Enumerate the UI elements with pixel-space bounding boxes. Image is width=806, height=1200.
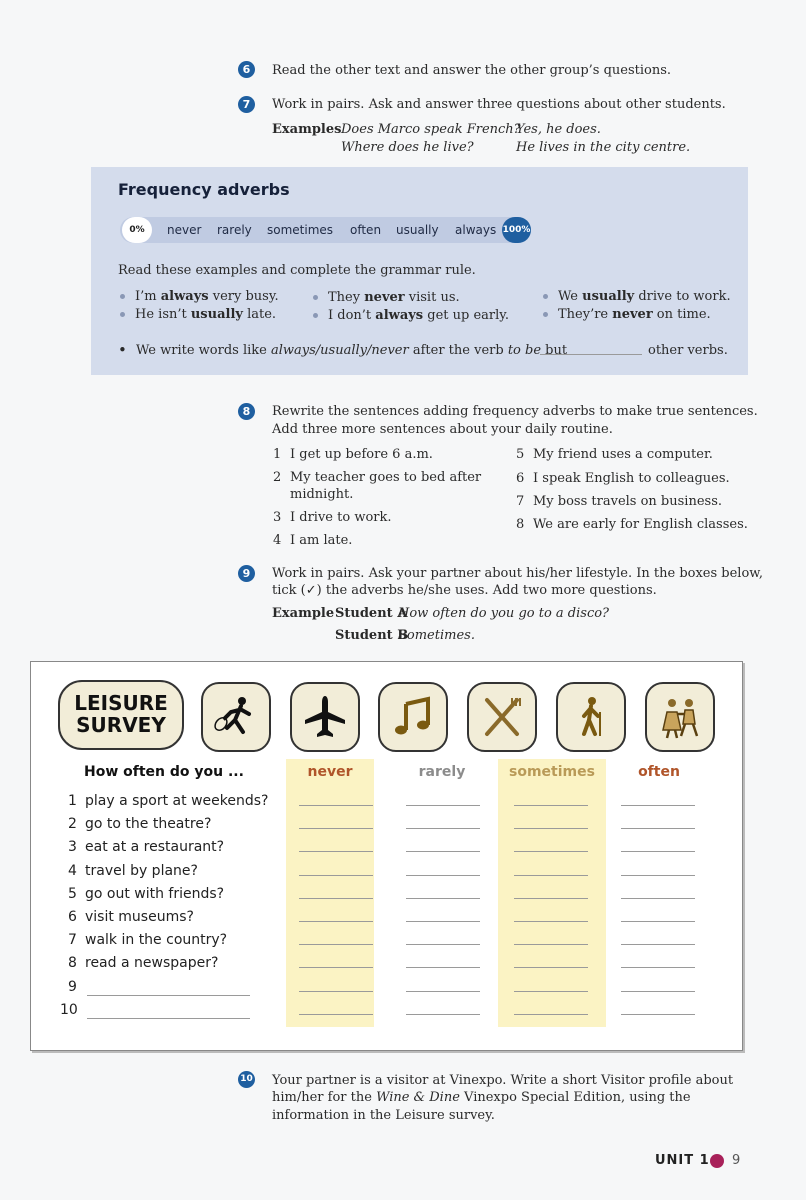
question-number: 10 (60, 1001, 78, 1018)
question-number: 5 (68, 885, 77, 902)
exercise-9-number: 9 (238, 565, 255, 582)
scale-word-always: always (455, 223, 497, 237)
sentence-text: I speak English to colleagues. (533, 471, 730, 486)
answer-blank-rarely[interactable] (406, 921, 480, 922)
unit-label: UNIT 1 (655, 1153, 710, 1168)
answer-blank-often[interactable] (621, 944, 695, 945)
music-note-icon (378, 682, 448, 752)
answer-blank-often[interactable] (621, 921, 695, 922)
example-label: Example (272, 606, 335, 621)
examples-label: Examples (272, 122, 342, 137)
grammar-rule: We write words like always/usually/never after the verb to be but (136, 343, 568, 358)
question-text: go to the theatre? (85, 816, 212, 833)
exercise-10-line3: information in the Leisure survey. (272, 1108, 495, 1123)
answer-blank-often[interactable] (621, 875, 695, 876)
answer-blank-sometimes[interactable] (514, 898, 588, 899)
answer-blank-rarely[interactable] (406, 898, 480, 899)
exercise-7-number: 7 (238, 96, 255, 113)
example-answer-2: He lives in the city centre. (516, 140, 691, 155)
knife-fork-icon (467, 682, 537, 752)
answer-blank-rarely[interactable] (406, 967, 480, 968)
exercise-6-text: Read the other text and answer the other group’s questions. (272, 63, 672, 78)
page-dot (710, 1154, 724, 1168)
column-header-often: often (638, 764, 680, 780)
answer-blank-often[interactable] (621, 851, 695, 852)
leisure-survey-panel (30, 661, 743, 1051)
question-number: 1 (68, 793, 77, 809)
question-blank[interactable] (87, 1018, 250, 1019)
hiker-icon (556, 682, 626, 752)
answer-blank-sometimes[interactable] (514, 967, 588, 968)
answer-blank-often[interactable] (621, 898, 695, 899)
sentence-text: My friend uses a computer. (533, 447, 713, 462)
answer-blank-sometimes[interactable] (514, 875, 588, 876)
answer-blank-often[interactable] (621, 991, 695, 992)
question-number: 3 (68, 839, 77, 856)
answer-blank-never[interactable] (299, 805, 373, 806)
sentence-text: We are early for English classes. (533, 517, 748, 532)
column-header-never: never (307, 764, 353, 780)
exercise-8-number: 8 (238, 403, 255, 420)
tennis-player-icon (201, 682, 271, 752)
answer-blank-never[interactable] (299, 921, 373, 922)
exercise-10-number: 10 (238, 1071, 255, 1088)
grammar-instruction: Read these examples and complete the grammar rule. (118, 263, 476, 278)
answer-blank-sometimes[interactable] (514, 828, 588, 829)
sentence-text: I get up before 6 a.m. (290, 447, 433, 462)
scale-start: 0% (122, 217, 152, 243)
answer-blank-sometimes[interactable] (514, 991, 588, 992)
sentence-text: My teacher goes to bed after (290, 470, 482, 485)
exercise-10-line2: him/her for the Wine & Dine Vinexpo Special Edition, using the (272, 1090, 691, 1105)
sentence-text: I drive to work. (290, 510, 392, 525)
sentence-text: My boss travels on business. (533, 494, 722, 509)
survey-title-line1: LEISURE (74, 691, 168, 715)
sentence-number: 3 (273, 510, 282, 525)
answer-blank-sometimes[interactable] (514, 805, 588, 806)
column-header-rarely: rarely (418, 764, 466, 780)
exercise-9-line1: Work in pairs. Ask your partner about his/her lifestyle. In the boxes below, (272, 566, 764, 581)
grammar-example: They’re never on time. (558, 307, 711, 322)
scale-word-never: never (167, 223, 202, 237)
sentence-number: 8 (516, 517, 525, 532)
student-b-text: Sometimes. (398, 628, 475, 643)
sentence-number: 5 (516, 447, 525, 462)
answer-blank-rarely[interactable] (406, 944, 480, 945)
answer-blank-never[interactable] (299, 967, 373, 968)
answer-blank-never[interactable] (299, 944, 373, 945)
sentence-number: 2 (273, 470, 282, 485)
answer-blank-often[interactable] (621, 828, 695, 829)
grammar-example: They never visit us. (328, 290, 460, 305)
sentence-text-cont: midnight. (290, 487, 354, 502)
scale-word-rarely: rarely (217, 223, 252, 237)
exercise-10-line1: Your partner is a visitor at Vinexpo. Write a short Visitor profile about (272, 1073, 734, 1088)
answer-blank-rarely[interactable] (406, 1014, 480, 1015)
question-number: 4 (68, 862, 77, 879)
grammar-example: He isn’t usually late. (135, 307, 277, 322)
grammar-rule-blank[interactable] (540, 354, 642, 355)
question-text: walk in the country? (85, 932, 228, 949)
survey-header: How often do you ... (84, 764, 244, 780)
answer-blank-often[interactable] (621, 1014, 695, 1015)
exercise-9-line2: tick (✓) the adverbs he/she uses. Add two more questions. (272, 583, 657, 598)
exercise-8-line2: Add three more sentences about your daily routine. (272, 422, 613, 437)
answer-blank-rarely[interactable] (406, 875, 480, 876)
never-column-highlight (286, 759, 374, 1027)
grammar-example: I don’t always get up early. (328, 308, 510, 323)
grammar-title: Frequency adverbs (118, 180, 290, 199)
question-number: 2 (68, 816, 77, 833)
question-number: 6 (68, 909, 77, 925)
answer-blank-sometimes[interactable] (514, 1014, 588, 1015)
answer-blank-sometimes[interactable] (514, 921, 588, 922)
airplane-icon (290, 682, 360, 752)
grammar-rule-bullet: • (118, 341, 127, 359)
answer-blank-often[interactable] (621, 967, 695, 968)
example-question-1: Does Marco speak French? (341, 122, 521, 137)
frequency-scale (120, 217, 531, 243)
answer-blank-often[interactable] (621, 805, 695, 806)
example-question-2: Where does he live? (341, 140, 474, 155)
sentence-number: 6 (516, 471, 525, 486)
sometimes-column-highlight (498, 759, 606, 1027)
answer-blank-never[interactable] (299, 851, 373, 852)
answer-blank-rarely[interactable] (406, 805, 480, 806)
page-number: 9 (732, 1153, 741, 1168)
question-text: go out with friends? (85, 885, 225, 902)
student-b-label: Student B (335, 628, 409, 643)
question-text: read a newspaper? (85, 955, 219, 972)
sentence-text: I am late. (290, 533, 353, 548)
sentence-number: 1 (273, 447, 282, 462)
column-header-sometimes: sometimes (509, 764, 595, 780)
sentence-number: 4 (273, 533, 282, 548)
exercise-7-text: Work in pairs. Ask and answer three questions about other students. (272, 97, 726, 112)
grammar-example: We usually drive to work. (558, 289, 731, 304)
question-number: 7 (68, 932, 77, 949)
example-answer-1: Yes, he does. (516, 122, 601, 137)
answer-blank-never[interactable] (299, 991, 373, 992)
question-text: visit museums? (85, 909, 194, 925)
answer-blank-rarely[interactable] (406, 851, 480, 852)
grammar-rule-end: other verbs. (648, 343, 728, 358)
exercise-6-number: 6 (238, 61, 255, 78)
question-text: eat at a restaurant? (85, 839, 225, 856)
scale-end: 100% (502, 217, 531, 243)
grammar-example: I’m always very busy. (135, 289, 279, 304)
answer-blank-rarely[interactable] (406, 828, 480, 829)
student-a-label: Student A (335, 606, 408, 621)
survey-title-line2: SURVEY (76, 713, 166, 737)
answer-blank-sometimes[interactable] (514, 851, 588, 852)
answer-blank-sometimes[interactable] (514, 944, 588, 945)
question-text: play a sport at weekends? (85, 793, 269, 809)
question-blank[interactable] (87, 995, 250, 996)
exercise-8-line1: Rewrite the sentences adding frequency adverbs to make true sentences. (272, 404, 758, 419)
scale-word-usually: usually (396, 223, 439, 237)
answer-blank-rarely[interactable] (406, 991, 480, 992)
question-number: 9 (68, 978, 77, 995)
question-text: travel by plane? (85, 862, 198, 879)
answer-blank-never[interactable] (299, 1014, 373, 1015)
answer-blank-never[interactable] (299, 828, 373, 829)
scale-word-sometimes: sometimes (267, 223, 334, 237)
dancers-icon (645, 682, 715, 752)
answer-blank-never[interactable] (299, 875, 373, 876)
student-a-text: How often do you go to a disco? (398, 606, 610, 621)
scale-word-often: often (350, 223, 382, 237)
question-number: 8 (68, 955, 77, 972)
sentence-number: 7 (516, 494, 525, 509)
answer-blank-never[interactable] (299, 898, 373, 899)
